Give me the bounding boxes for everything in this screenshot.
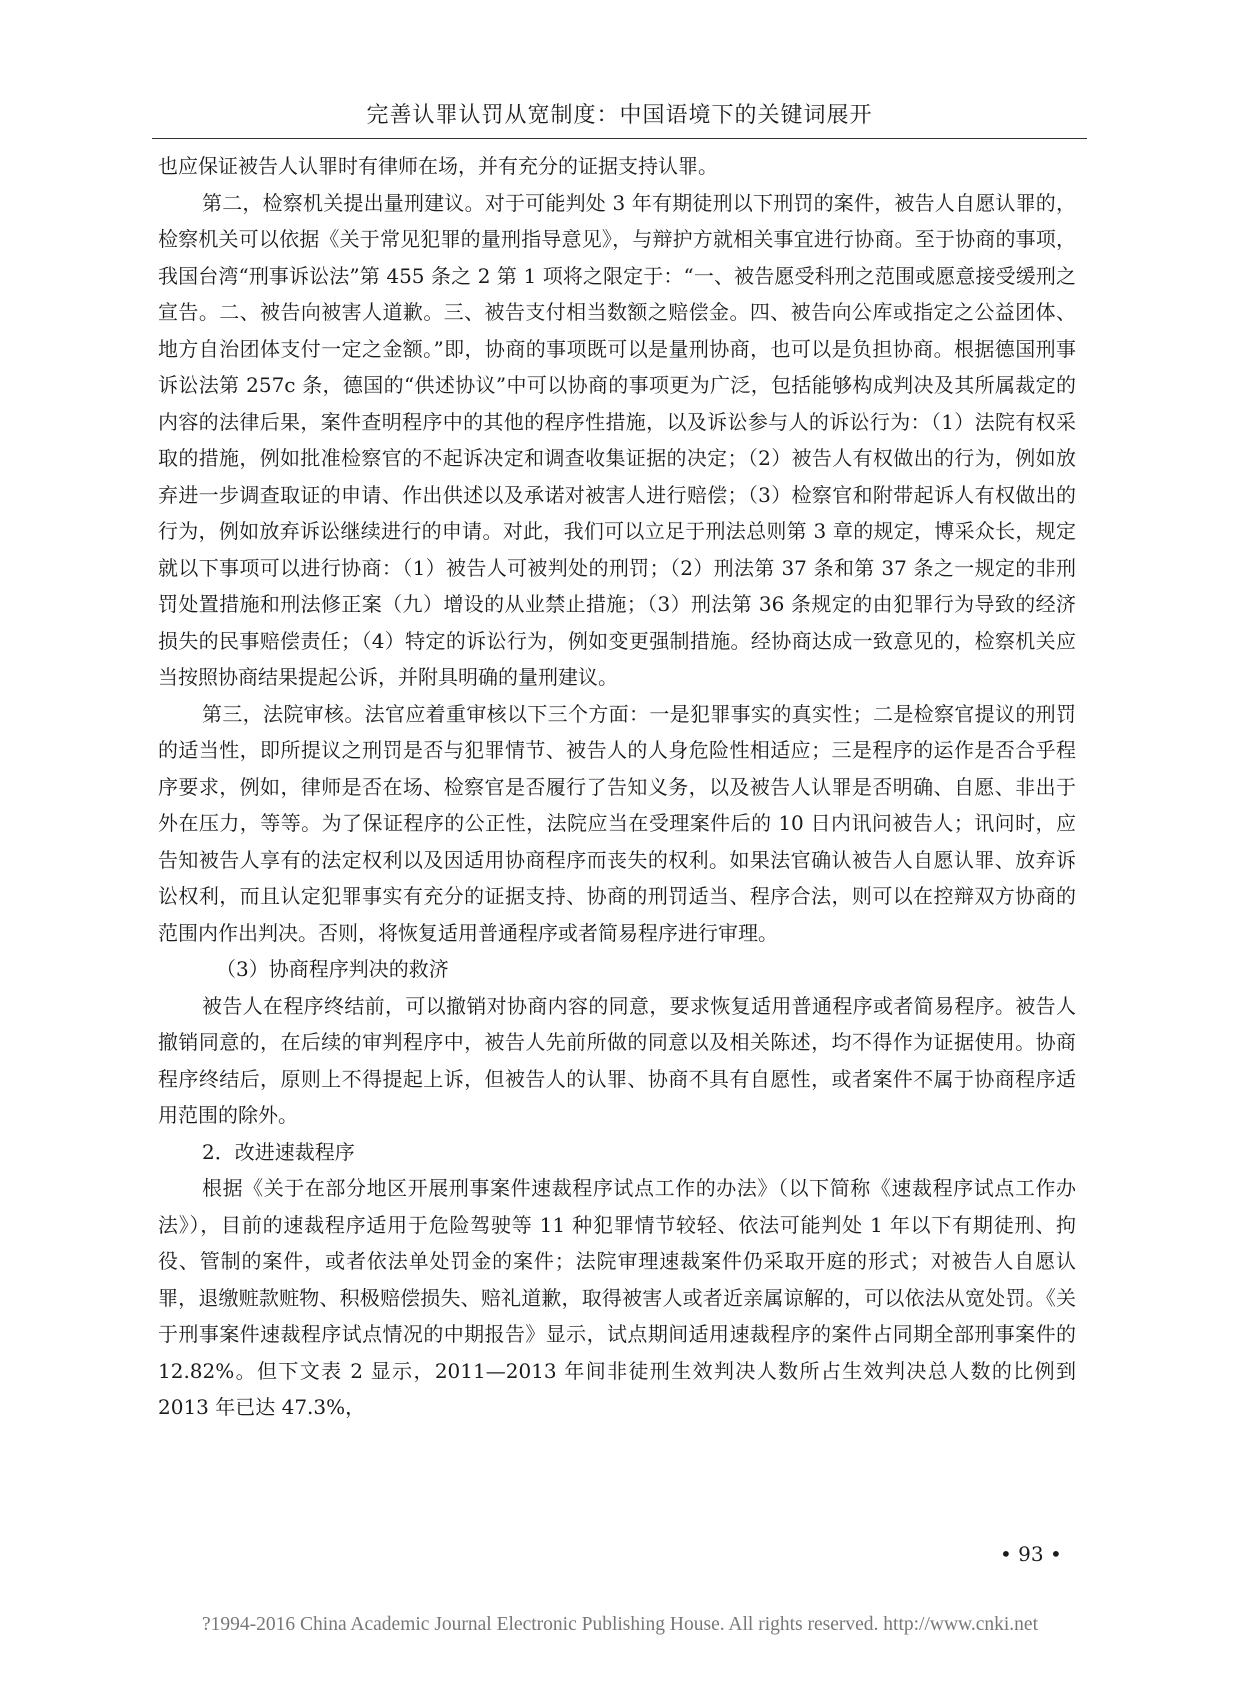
section-heading-summary-procedure: 2．改进速裁程序 bbox=[202, 1139, 355, 1164]
paragraph-remedy: 被告人在程序终结前，可以撤销对协商内容的同意，要求恢复适用普通程序或者简易程序。被告人撤销同意的，在后续的审判程序中，被告人先前所做的同意以及相关陈述，均不得作为证据使用。协商程序终结后，原则上不得提起上诉，但被告人的认罪、协商不具有自愿性，或者案件不属于协商程序适用范围的除外。 bbox=[158, 993, 1076, 1127]
header-rule bbox=[152, 138, 1087, 139]
paragraph-third: 第三，法院审核。法官应着重审核以下三个方面：一是犯罪事实的真实性；二是检察官提议的刑罚的适当性，即所提议之刑罚是否与犯罪情节、被告人的人身危险性相适应；三是程序的运作是否合乎程序要求，例如，律师是否在场、检察官是否履行了告知义务，以及被告人认罪是否明确、自愿、非出于外在压力，等等。为了保证程序的公正性，法院应当在受理案件后的 10 日内讯问被告人；讯问时，应告知被告人享有的法定权利以及因适用协商程序而丧失的权利。如果法官确认被告人自愿认罪、放弃诉讼权利，而且认定犯罪事实有充分的证据支持、协商的刑罚适当、程序合法，则可以在控辩双方协商的范围内作出判决。否则，将恢复适用普通程序或者简易程序进行审理。 bbox=[158, 701, 1076, 945]
paragraph-summary-procedure: 根据《关于在部分地区开展刑事案件速裁程序试点工作的办法》（以下简称《速裁程序试点工作办法》），目前的速裁程序适用于危险驾驶等 11 种犯罪情节较轻、依法可能判处 1 年以下有期徒刑、拘役、管制的案件，或者依法单处罚金的案件；法院审理速裁案件仍采取开庭的形式；对被告人自愿认罪，退缴赃款赃物、积极赔偿损失、赔礼道歉，取得被害人或者近亲属谅解的，可以依法从宽处罚。《关于刑事案件速裁程序试点情况的中期报告》显示，试点期间适用速裁程序的案件占同期全部刑事案件的 12.82%。但下文表 2 显示，2011—2013 年间非徒刑生效判决人数所占生效判决总人数的比例到 2013 年已达 47.3%， bbox=[158, 1176, 1076, 1419]
paragraph-second: 第二，检察机关提出量刑建议。对于可能判处 3 年有期徒刑以下刑罚的案件，被告人自愿认罪的，检察机关可以依据《关于常见犯罪的量刑指导意见》，与辩护方就相关事宜进行协商。至于协商的事项，我国台湾“刑事诉讼法”第 455 条之 2 第 1 项将之限定于：“一、被告愿受科刑之范围或愿意接受缓刑之宣告。二、被告向被害人道歉。三、被告支付相当数额之赔偿金。四、被告向公库或指定之公益团体、地方自治团体支付一定之金额。”即，协商的事项既可以是量刑协商，也可以是负担协商。根据德国刑事诉讼法第 257c 条，德国的“供述协议”中可以协商的事项更为广泛，包括能够构成判决及其所属裁定的内容的法律后果，案件查明程序中的其他的程序性措施，以及诉讼参与人的诉讼行为：（1）法院有权采取的措施，例如批准检察官的不起诉决定和调查收集证据的决定；（2）被告人有权做出的行为，例如放弃进一步调查取证的申请、作出供述以及承诺对被害人进行赔偿；（3）检察官和附带起诉人有权做出的行为，例如放弃诉讼继续进行的申请。对此，我们可以立足于刑法总则第 3 章的规定，博采众长，规定就以下事项可以进行协商：（1）被告人可被判处的刑罚；（2）刑法第 37 条和第 37 条之一规定的非刑罚处置措施和刑法修正案（九）增设的从业禁止措施；（3）刑法第 36 条规定的由犯罪行为导致的经济损失的民事赔偿责任；（4）特定的诉讼行为，例如变更强制措施。经协商达成一致意见的，检察机关应当按照协商结果提起公诉，并附具明确的量刑建议。 bbox=[158, 190, 1076, 689]
copyright-footer: ?1994-2016 China Academic Journal Electronic Publishing House. All rights reserved. http://www.cnki.net bbox=[202, 1614, 1038, 1635]
page-number: • 93 • bbox=[1000, 1542, 1062, 1566]
section-heading-remedy: （3）协商程序判决的救济 bbox=[216, 957, 449, 981]
paragraph-continuation: 也应保证被告人认罪时有律师在场，并有充分的证据支持认罪。 bbox=[158, 154, 718, 178]
running-header-title: 完善认罪认罚从宽制度：中国语境下的关键词展开 bbox=[366, 103, 873, 128]
article-body bbox=[158, 148, 1076, 1426]
